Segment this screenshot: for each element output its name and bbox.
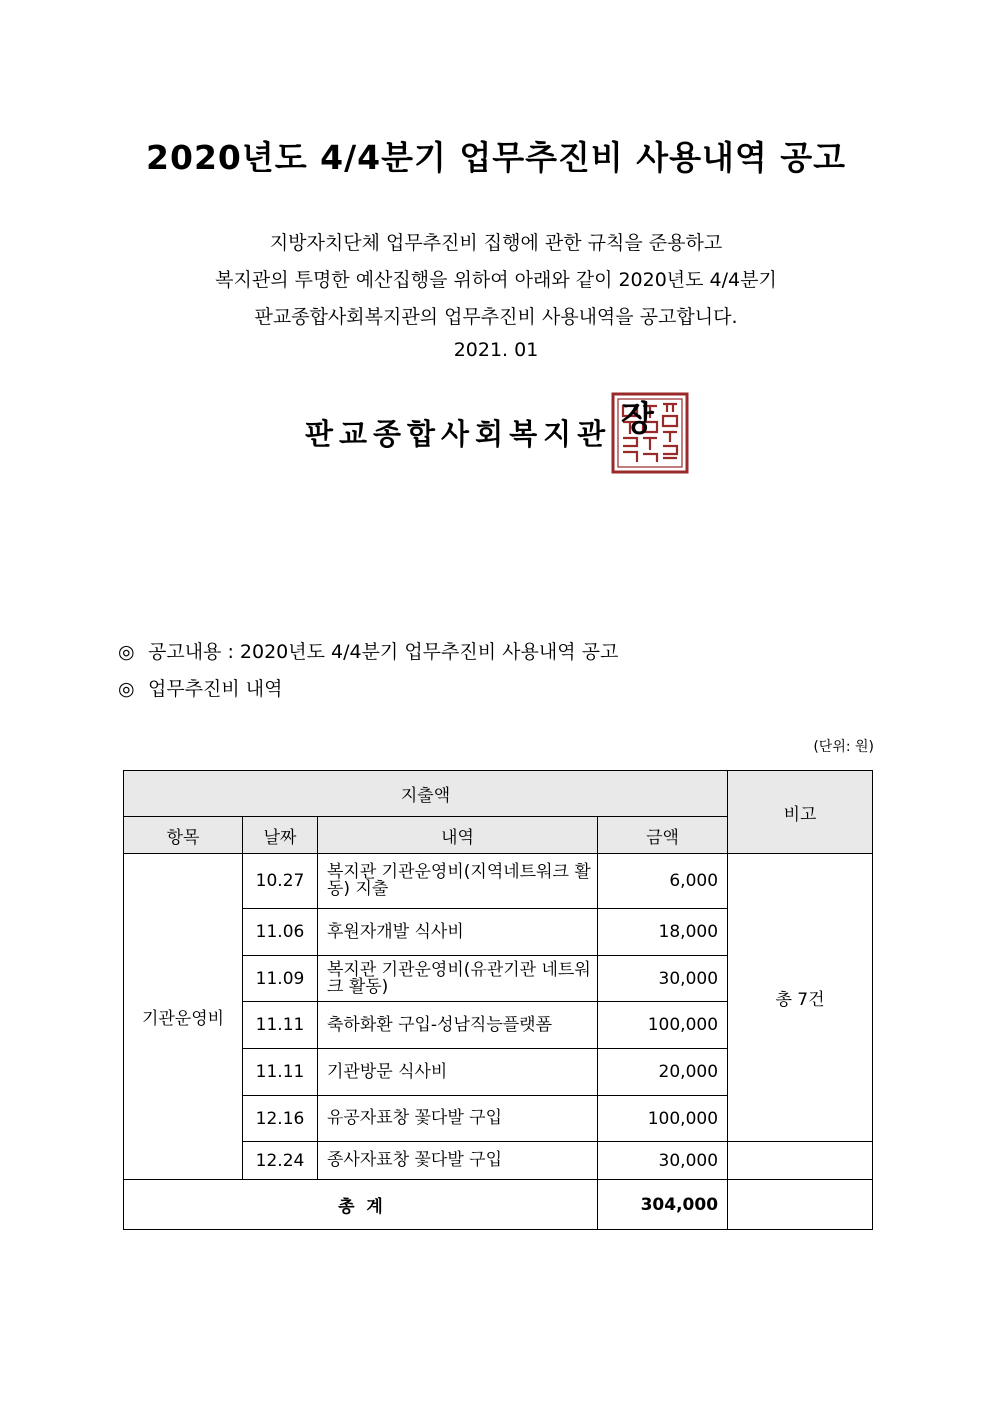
- header-date: 날짜: [243, 817, 318, 854]
- description-cell: 유공자표창 꽃다발 구입: [318, 1096, 598, 1142]
- bullet-text: 업무추진비 내역: [148, 678, 283, 700]
- amount-cell: 100,000: [598, 1096, 728, 1142]
- intro-line-1: 지방자치단체 업무추진비 집행에 관한 규칙을 준용하고: [269, 232, 723, 254]
- header-expenditure: 지출액: [124, 771, 728, 817]
- description-cell: 후원자개발 식사비: [318, 909, 598, 956]
- official-seal-icon: [611, 392, 689, 474]
- page-title: 2020년도 4/4분기 업무추진비 사용내역 공고: [146, 138, 846, 177]
- date-cell: 11.11: [243, 1002, 318, 1049]
- bullet-text: 공고내용 : 2020년도 4/4분기 업무추진비 사용내역 공고: [148, 641, 619, 663]
- description-cell: 기관방문 식사비: [318, 1049, 598, 1096]
- notice-date: 2021. 01: [453, 339, 539, 361]
- date-cell: 12.16: [243, 1096, 318, 1142]
- table-row: [124, 854, 873, 909]
- expense-table: [123, 770, 873, 1230]
- header-category: 항목: [124, 817, 243, 854]
- description-cell: 복지관 기관운영비(지역네트워크 활동) 지출: [318, 854, 598, 909]
- total-row: [124, 1180, 873, 1230]
- amount-cell: 6,000: [598, 854, 728, 909]
- description-cell: 복지관 기관운영비(유관기관 네트워크 활동): [318, 956, 598, 1002]
- date-cell: 11.11: [243, 1049, 318, 1096]
- amount-cell: 18,000: [598, 909, 728, 956]
- remark-empty-cell: [728, 1142, 873, 1180]
- amount-cell: 30,000: [598, 1142, 728, 1180]
- total-amount: 304,000: [598, 1180, 728, 1230]
- seal-overlay-char: 장: [621, 399, 654, 439]
- intro-line-3: 판교종합사회복지관의 업무추진비 사용내역을 공고합니다.: [254, 306, 738, 328]
- header-description: 내역: [318, 817, 598, 854]
- amount-cell: 30,000: [598, 956, 728, 1002]
- description-cell: 종사자표창 꽃다발 구입: [318, 1142, 598, 1180]
- category-cell: 기관운영비: [124, 854, 243, 1180]
- date-cell: 10.27: [243, 854, 318, 909]
- remark-cell: 총 7건: [728, 854, 873, 1142]
- unit-note: (단위: 원): [813, 739, 874, 755]
- date-cell: 11.06: [243, 909, 318, 956]
- double-circle-icon: ◎: [118, 678, 135, 700]
- amount-cell: 100,000: [598, 1002, 728, 1049]
- total-label: 총 계: [124, 1180, 598, 1230]
- date-cell: 11.09: [243, 956, 318, 1002]
- amount-cell: 20,000: [598, 1049, 728, 1096]
- signature-block: [305, 392, 695, 482]
- intro-line-2: 복지관의 투명한 예산집행을 위하여 아래와 같이 2020년도 4/4분기: [215, 269, 777, 291]
- double-circle-icon: ◎: [118, 641, 135, 663]
- header-amount: 금액: [598, 817, 728, 854]
- description-cell: 축하화환 구입-성남직능플랫폼: [318, 1002, 598, 1049]
- total-remark-cell: [728, 1180, 873, 1230]
- header-remark: 비고: [728, 771, 873, 854]
- bullet-expense-details: [118, 674, 283, 701]
- organization-name: 판교종합사회복지관: [305, 417, 612, 451]
- date-cell: 12.24: [243, 1142, 318, 1180]
- bullet-notice-content: [118, 637, 618, 664]
